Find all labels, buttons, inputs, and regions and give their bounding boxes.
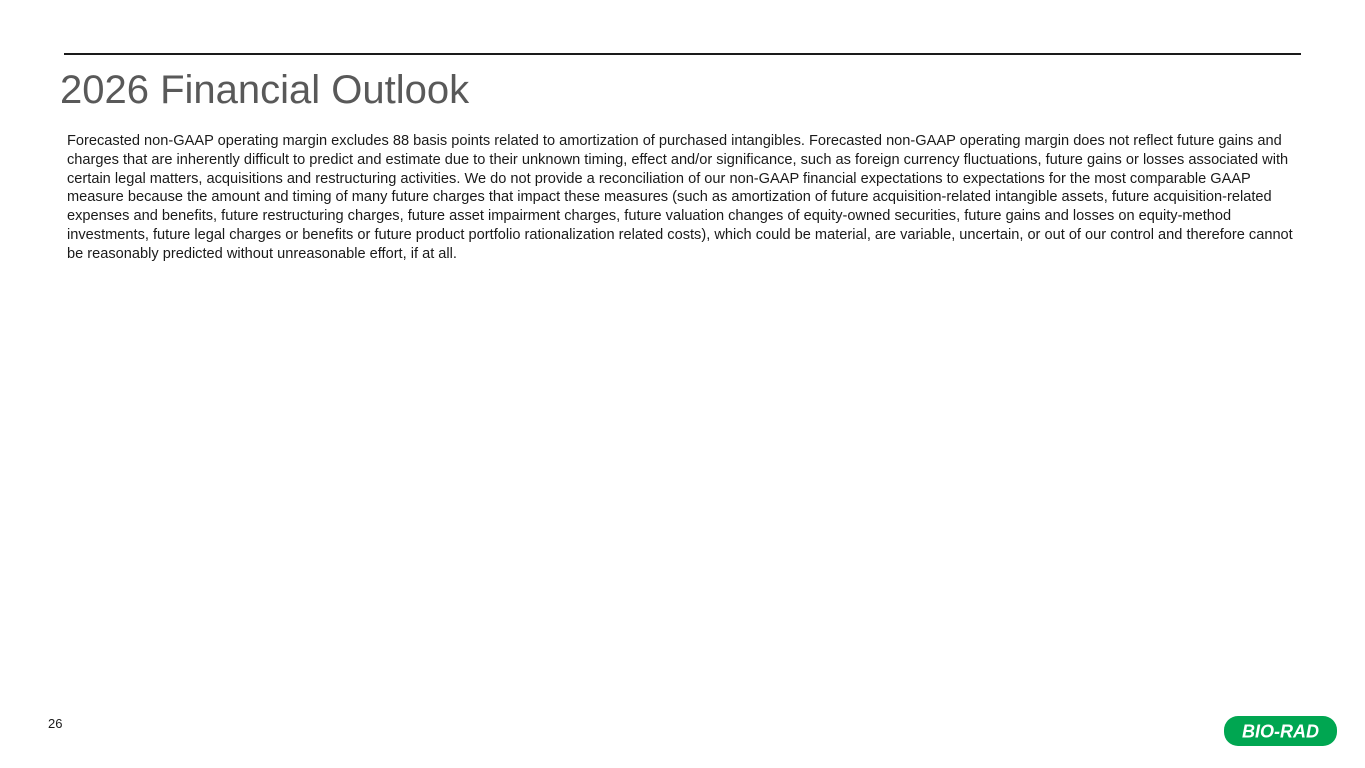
logo-text: BIO-RAD <box>1242 721 1319 742</box>
title-divider-line <box>64 53 1301 55</box>
bio-rad-logo-graphic <box>1224 716 1337 746</box>
page-number: 26 <box>48 716 63 731</box>
bio-rad-logo <box>1224 716 1337 746</box>
slide-body-text: Forecasted non-GAAP operating margin excludes 88 basis points related to amortization of purchased intangibles. Forecasted non-GAAP operating margin does not reflect future gains and charges that are inherently difficult to predict and estimate due to their unknown timing, effect and/or significance, such as foreign currency fluctuations, future gains or losses associated with certain legal matters, acquisitions and restructuring activities. We do not provide a reconciliation of our non-GAAP financial expectations to expectations for the most comparable GAAP measure because the amount and timing of many future charges that impact these measures (such as amortization of future acquisition-related intangible assets, future acquisition-related expenses and benefits, future restructuring charges, future asset impairment charges, future valuation changes of equity-owned securities, future gains and losses on equity-method investments, future legal charges or benefits or future product portfolio rationalization related costs), which could be material, are variable, uncertain, or out of our control and therefore cannot be reasonably predicted without unreasonable effort, if at all. <box>67 133 1293 262</box>
slide-title: 2026 Financial Outlook <box>60 68 470 112</box>
